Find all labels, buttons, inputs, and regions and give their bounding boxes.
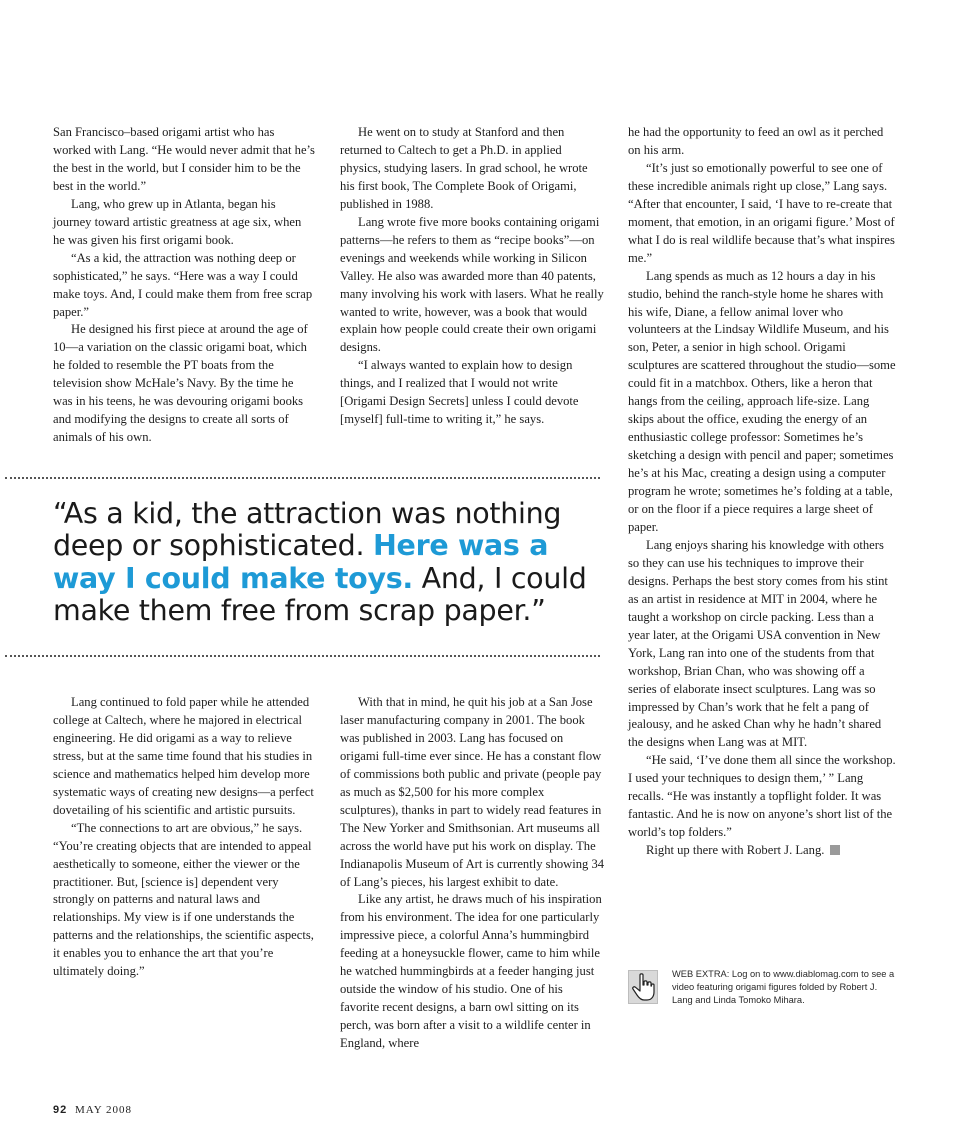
article-column-bottom-middle bbox=[340, 694, 605, 1053]
paragraph: Like any artist, he draws much of his inspiration from his environment. The idea for one particularly impressive piece, a colorful Anna’s hummingbird feeding at a honeysuckle flower, came to him while he watched hummingbirds at a feeder hanging just outside the window of his studio. One of his favorite recent designs, a barn owl sitting on its perch, was born after a visit to a wildlife center in England, where bbox=[340, 892, 602, 1051]
closing-paragraph bbox=[628, 842, 896, 860]
paragraph: Lang spends as much as 12 hours a day in his studio, behind the ranch-style home he shares with his wife, Diane, a fellow animal lover who volunteers at the Lindsay Wildlife Museum, and his son, Peter, a senior in high school. Origami sculptures are scattered throughout the studio—some could fit in a matchbox. Others, like a heron that hangs from the ceiling, approach life-size. Lang skips about the office, exuding the energy of an enthusiastic college professor: Sometimes he’s sketching a design with pencil and paper; sometimes he’s at his Mac, creating a design using a computer program he wrote; sometimes he’s folding at a table, or on the floor if a piece requires a large sheet of paper. bbox=[628, 268, 896, 534]
paragraph: “He said, ‘I’ve done them all since the workshop. I used your techniques to design them,’ ” Lang recalls. “He was instantly a topflight folder. It was fantastic. And he is now on anyone’s short list of the world’s top folders.” bbox=[628, 753, 896, 840]
paragraph: With that in mind, he quit his job at a San Jose laser manufacturing company in 2001. The book was published in 2003. Lang has focused on origami full-time ever since. He has a constant flow of commissions both public and private (people pay as much as $2,500 for his more complex sculptures), thanks in part to widely read features in The New Yorker and Smithsonian. Art museums all across the world have put his work on display. The Indianapolis Museum of Art is currently showing 34 of Lang’s pieces, his largest exhibit to date. bbox=[340, 695, 605, 889]
paragraph: Lang continued to fold paper while he attended college at Caltech, where he majored in electrical engineering. He did origami as a way to relieve stress, but at the same time found that his studies in science and mathematics helped him develop more systematic ways of creating new designs—a perfect dovetailing of his scientific and artistic pursuits. bbox=[53, 695, 314, 817]
paragraph: Lang enjoys sharing his knowledge with others so they can use his techniques to improve their designs. Perhaps the best story comes from his stint as an artist in residence at MIT in 2004, where he taught a workshop on circle packing. Less than a year later, at the Origami USA convention in New York, Lang ran into one of the students from that workshop, Brian Chan, who was showing off a series of elaborate insect sculptures. Lang was so impressed by Chan’s work that he felt a pang of jealousy, and he asked Chan why he hadn’t shared the designs when Lang was at MIT. bbox=[628, 537, 888, 750]
paragraph: “I always wanted to explain how to design things, and I realized that I would not write [Origami Design Secrets] unless I could devote [myself] full-time to writing it,” he says. bbox=[340, 358, 579, 427]
pullquote-text-end: And, I could make them free from scrap paper.” bbox=[53, 561, 587, 628]
article-column-top-middle bbox=[340, 124, 605, 429]
pullquote-top-rule bbox=[5, 477, 600, 479]
pointing-hand-svg bbox=[629, 971, 657, 1003]
paragraph: San Francisco–based origami artist who has worked with Lang. “He would never admit that he’s the best in the world, but I consider him to be the best in the world.” bbox=[53, 125, 315, 193]
pointing-hand-icon bbox=[628, 970, 658, 1004]
article-column-top-left bbox=[53, 124, 315, 447]
pullquote-text: “As a kid, the attraction was nothing deep or sophisticated. bbox=[53, 497, 562, 563]
article-column-bottom-left bbox=[53, 694, 315, 981]
paragraph: he had the opportunity to feed an owl as it perched on his arm. bbox=[628, 125, 884, 157]
article-column-right bbox=[628, 124, 896, 860]
closing-text: Right up there with Robert J. Lang. bbox=[646, 843, 825, 858]
pull-quote bbox=[53, 498, 593, 628]
page-number: 92 bbox=[53, 1104, 68, 1116]
paragraph: He designed his first piece at around the age of 10—a variation on the classic origami boat, which he folded to resemble the PT boats from the television show McHale’s Navy. By the time he was in his teens, he was devouring origami books and modifying the designs to create all sorts of animals of his own. bbox=[53, 322, 308, 445]
paragraph: He went on to study at Stanford and then returned to Caltech to get a Ph.D. in applied physics, studying lasers. In grad school, he wrote his first book, The Complete Book of Origami, published in 1988. bbox=[340, 125, 588, 211]
issue-date: MAY 2008 bbox=[75, 1104, 133, 1116]
pullquote-highlight: Here was a way I could make toys. bbox=[53, 529, 549, 595]
paragraph: Lang wrote five more books containing origami patterns—he refers to them as “recipe books”—on evenings and weekends while working in Silicon Valley. He also was awarded more than 40 patents, many involving his work with lasers. What he really wanted to write, however, was a book that would explain how people could create their own origami designs. bbox=[340, 214, 604, 355]
paragraph: “It’s just so emotionally powerful to see one of these incredible animals right up close,” Lang says. “After that encounter, I said, ‘I have to re-create that moment, that emotion, in an origami figure.’ Most of what I do is real wildlife because that’s what inspires me.” bbox=[628, 160, 895, 265]
paragraph: Lang, who grew up in Atlanta, began his journey toward artistic greatness at age six, when he was given his first origami book. bbox=[53, 196, 302, 247]
paragraph: “The connections to art are obvious,” he says. “You’re creating objects that are intended to appeal aesthetically to someone, either the viewer or the practitioner. But, [science is] dependent very strongly on patterns and natural laws and relationships. My view is if one understands the patterns and the relationships, the scientific aspects, it enables you to enhance the art that you’re ultimately doing.” bbox=[53, 820, 314, 979]
page-folio bbox=[53, 1104, 132, 1116]
paragraph: “As a kid, the attraction was nothing deep or sophisticated,” he says. “Here was a way I could make toys. And, I could make them from free scrap paper.” bbox=[53, 250, 313, 319]
end-mark-icon bbox=[830, 845, 840, 855]
web-extra-text: WEB EXTRA: Log on to www.diablomag.com to see a video featuring origami figures folded by Robert J. Lang and Linda Tomoko Mihara. bbox=[672, 969, 895, 1005]
pullquote-bottom-rule bbox=[5, 655, 600, 657]
